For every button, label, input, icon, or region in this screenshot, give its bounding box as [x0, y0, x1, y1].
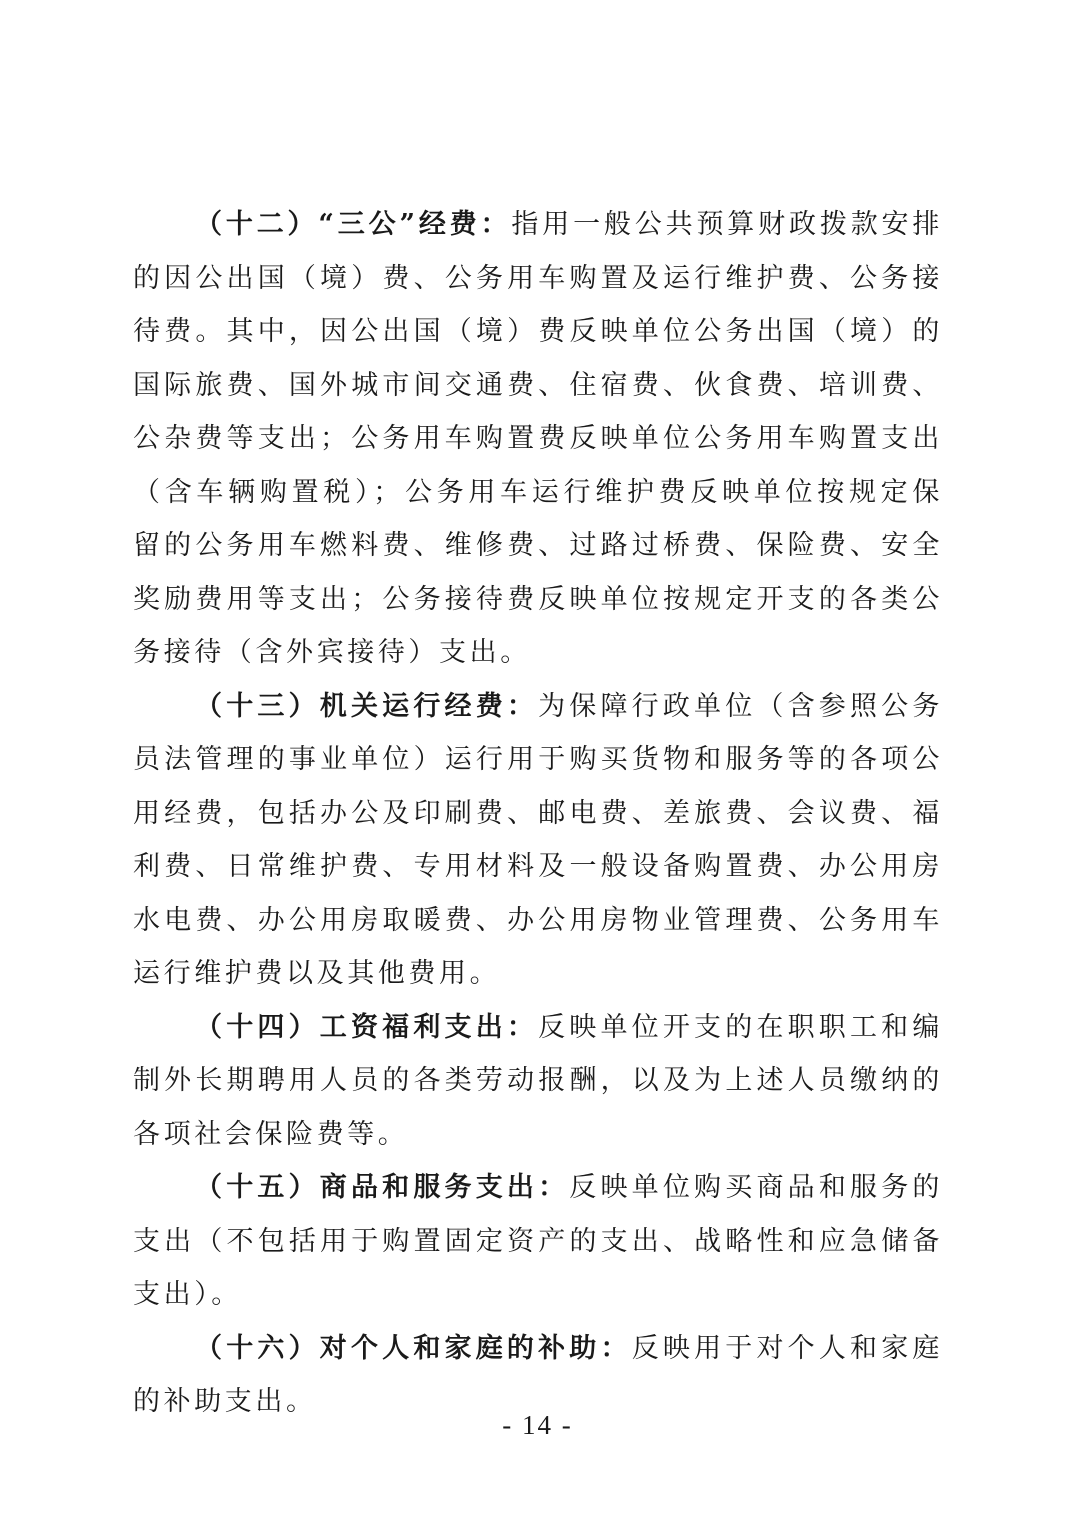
paragraph-text: 反映单位购买商品和服务的支出（不包括用于购置固定资产的支出、战略性和应急储备支出）。 [133, 1172, 943, 1310]
paragraph-text: 反映单位开支的在职职工和编制外长期聘用人员的各类劳动报酬，以及为上述人员缴纳的各项社会保险费等。 [133, 1011, 943, 1150]
paragraph-three-public-expenses [133, 198, 943, 680]
page-number: - 14 - [502, 1410, 573, 1440]
paragraph-text: 反映用于对个人和家庭的补助支出。 [133, 1332, 944, 1417]
paragraph-text: 为保障行政单位（含参照公务员法管理的事业单位）运行用于购买货物和服务等的各项公用经费，包括办公及印刷费、邮电费、差旅费、会议费、福利费、日常维护费、专用材料及一般设备购置费、办公用房水电费、办公用房取暖费、办公用房物业管理费、公务用车运行维护费以及其他费用。 [133, 690, 943, 989]
paragraph-heading: （十三）机关运行经费： [195, 690, 539, 722]
paragraph-heading: （十六）对个人和家庭的补助： [195, 1332, 632, 1364]
paragraph-heading: （十二）“三公”经费： [195, 209, 512, 240]
paragraph-agency-operating-expenses [133, 680, 943, 1001]
paragraph-goods-services-expenditure [133, 1161, 943, 1322]
document-body [133, 198, 943, 1429]
paragraph-salary-welfare-expenditure [133, 1001, 943, 1162]
paragraph-text: 指用一般公共预算财政拨款安排的因公出国（境）费、公务用车购置及运行维护费、公务接待费。其中，因公出国（境）费反映单位公务出国（境）的国际旅费、国外城市间交通费、住宿费、伙食费、培训费、公杂费等支出；公务用车购置费反映单位公务用车购置支出（含车辆购置税）；公务用车运行维护费反映单位按规定保留的公务用车燃料费、维修费、过路过桥费、保险费、安全奖励费用等支出；公务接待费反映单位按规定开支的各类公务接待（含外宾接待）支出。 [133, 209, 943, 668]
paragraph-heading: （十四）工资福利支出： [195, 1011, 539, 1043]
paragraph-heading: （十五）商品和服务支出： [195, 1172, 570, 1203]
